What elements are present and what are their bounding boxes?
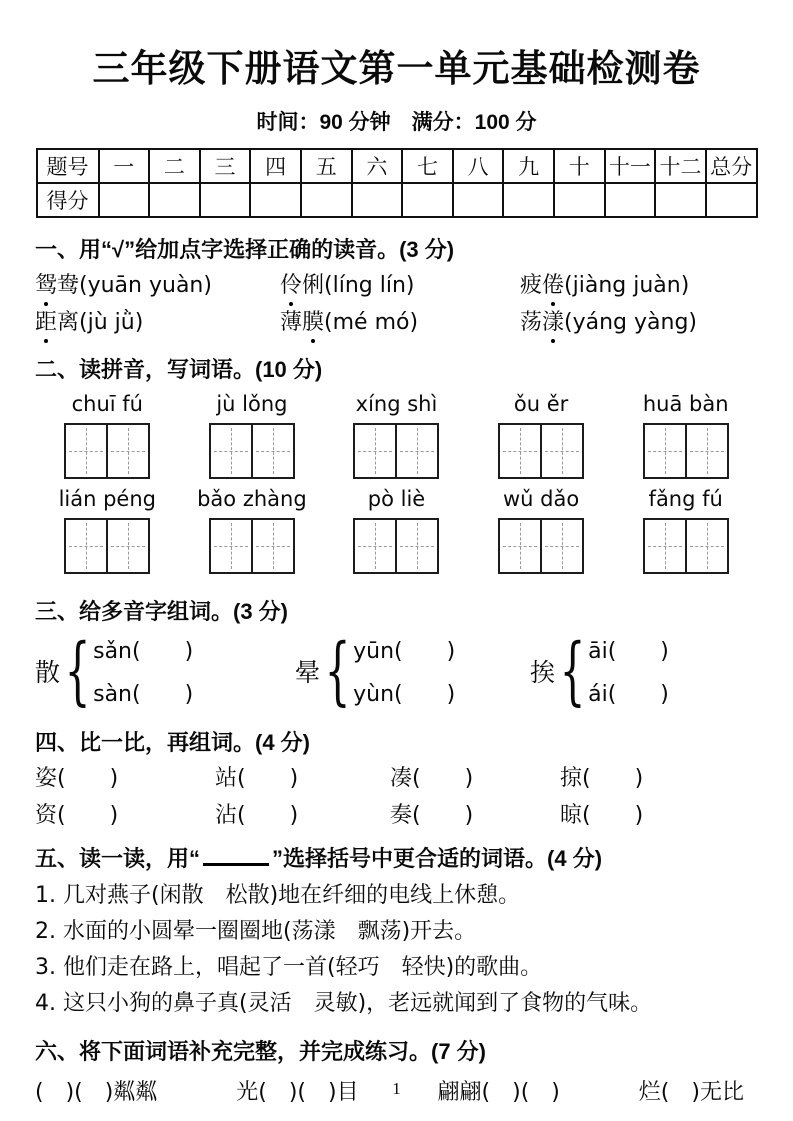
score-table-score-row xyxy=(37,183,757,217)
score-blank-cell xyxy=(503,183,554,217)
word-item xyxy=(280,310,520,336)
polyphone-option: āi( ) xyxy=(588,639,669,664)
score-table-header-row xyxy=(37,149,757,183)
writing-cell xyxy=(211,520,251,572)
sentence-item: 2. 水面的小圆晕一圈圈地(荡漾 飘荡)开去。 xyxy=(35,919,477,944)
word-part: 荡 xyxy=(520,310,543,335)
writing-cell xyxy=(500,520,540,572)
pinyin-row-2 xyxy=(35,486,758,512)
writing-cell xyxy=(355,425,395,477)
score-header-cell: 四 xyxy=(250,149,301,183)
writing-cell xyxy=(685,425,727,477)
polyphone-options xyxy=(353,634,455,708)
polyphone-options xyxy=(588,634,669,708)
writing-cell xyxy=(645,520,685,572)
writing-box xyxy=(353,423,439,479)
pinyin-label: wǔ dǎo xyxy=(502,487,580,511)
writing-cell xyxy=(540,520,582,572)
score-blank-cell xyxy=(99,183,150,217)
score-blank-cell xyxy=(250,183,301,217)
score-table xyxy=(36,148,758,218)
pinyin-label: chuī fú xyxy=(71,392,143,416)
exam-meta: 时间：90 分钟 满分：100 分 xyxy=(256,111,537,134)
word-part: 鸯(yuān yuàn) xyxy=(57,273,212,298)
writing-cell xyxy=(106,425,148,477)
word-item xyxy=(520,310,758,336)
left-brace: { xyxy=(559,628,586,714)
writing-box-row-1 xyxy=(35,423,758,479)
writing-cell xyxy=(540,425,582,477)
score-blank-cell xyxy=(554,183,605,217)
pinyin-label: fǎng fú xyxy=(648,487,723,511)
score-blank-cell xyxy=(352,183,403,217)
word-item xyxy=(520,273,758,299)
heading-text: ”选择括号中更合适的词语。(4 分) xyxy=(272,846,603,871)
writing-cell xyxy=(355,520,395,572)
writing-box xyxy=(643,518,729,574)
writing-box xyxy=(498,423,584,479)
idiom-item: 光( )( )目 xyxy=(236,1080,359,1105)
word-part: (jiàng juàn) xyxy=(564,273,690,298)
writing-box xyxy=(498,518,584,574)
polyphone-group xyxy=(295,628,530,714)
score-header-cell: 九 xyxy=(503,149,554,183)
writing-cell xyxy=(645,425,685,477)
polyphone-options xyxy=(93,634,193,708)
pinyin-label: lián péng xyxy=(58,487,156,511)
compare-item: 凑( ) xyxy=(390,766,474,791)
writing-box xyxy=(353,518,439,574)
score-header-cell: 三 xyxy=(200,149,251,183)
score-label-cell: 得分 xyxy=(37,183,99,217)
polyphone-option: sǎn( ) xyxy=(93,639,194,664)
polyphone-group xyxy=(530,628,758,714)
score-header-cell: 七 xyxy=(402,149,453,183)
word-part: (mé mó) xyxy=(324,310,419,335)
score-header-cell: 一 xyxy=(99,149,150,183)
sentence-list xyxy=(35,878,758,1022)
score-header-cell: 十 xyxy=(554,149,605,183)
writing-box xyxy=(64,518,150,574)
writing-box xyxy=(64,423,150,479)
score-blank-cell xyxy=(301,183,352,217)
sentence-item: 4. 这只小狗的鼻子真(灵活 灵敏)，老远就闻到了食物的气味。 xyxy=(35,991,653,1016)
idiom-item: ( )( )粼粼 xyxy=(35,1080,158,1105)
section-1-word-grid xyxy=(35,273,758,336)
word-part: 薄 xyxy=(280,310,303,335)
pinyin-row-1 xyxy=(35,391,758,417)
dotted-char: 鸳 xyxy=(35,273,58,298)
word-part: (yáng yàng) xyxy=(564,310,698,335)
compare-item: 姿( ) xyxy=(35,766,119,791)
word-item xyxy=(35,273,280,299)
heading-text: 五、读一读，用“ xyxy=(35,846,201,871)
sentence-item: 3. 他们走在路上，唱起了一首(轻巧 轻快)的歌曲。 xyxy=(35,955,543,980)
page-number: 1 xyxy=(392,1079,401,1098)
score-header-cell: 八 xyxy=(453,149,504,183)
score-blank-cell xyxy=(453,183,504,217)
section-6-heading: 六、将下面词语补充完整，并完成练习。(7 分) xyxy=(35,1039,487,1064)
dotted-char: 距 xyxy=(35,310,58,335)
section-4-heading: 四、比一比，再组词。(4 分) xyxy=(35,730,311,755)
section-2-write-words xyxy=(35,353,758,574)
left-brace: { xyxy=(324,628,351,714)
writing-box xyxy=(643,423,729,479)
writing-cell xyxy=(106,520,148,572)
writing-box xyxy=(209,423,295,479)
dotted-char: 伶 xyxy=(280,273,303,298)
section-5-heading xyxy=(35,842,758,873)
pinyin-label: pò liè xyxy=(367,487,426,511)
score-header-cell: 二 xyxy=(149,149,200,183)
writing-cell xyxy=(500,425,540,477)
polyphone-char: 挨 xyxy=(530,658,556,687)
writing-cell xyxy=(211,425,251,477)
score-blank-cell xyxy=(605,183,656,217)
word-part: 俐(líng lín) xyxy=(302,273,415,298)
polyphone-char: 散 xyxy=(35,658,61,687)
score-header-cell: 五 xyxy=(301,149,352,183)
writing-cell xyxy=(685,520,727,572)
compare-item: 奏( ) xyxy=(390,803,474,828)
writing-cell xyxy=(66,425,106,477)
section-4-compare-words xyxy=(35,726,758,829)
pinyin-label: jù lǒng xyxy=(216,392,288,416)
writing-cell xyxy=(251,520,293,572)
section-1-pronunciation xyxy=(35,233,758,336)
score-blank-cell xyxy=(200,183,251,217)
section-1-heading: 一、用“√”给加点字选择正确的读音。(3 分) xyxy=(35,237,455,262)
underline-blank xyxy=(203,846,269,866)
compare-item: 资( ) xyxy=(35,803,119,828)
score-header-cell: 题号 xyxy=(37,149,99,183)
left-brace: { xyxy=(64,628,91,714)
score-blank-cell xyxy=(402,183,453,217)
dotted-char: 膜 xyxy=(302,310,325,335)
compare-item: 沾( ) xyxy=(215,803,299,828)
writing-cell xyxy=(395,520,437,572)
section-2-heading: 二、读拼音，写词语。(10 分) xyxy=(35,357,323,382)
dotted-char: 倦 xyxy=(542,273,565,298)
polyphone-option: sàn( ) xyxy=(93,682,194,707)
pinyin-label: huā bàn xyxy=(642,392,729,416)
polyphone-option: ái( ) xyxy=(588,682,669,707)
writing-box xyxy=(209,518,295,574)
section-5-choose-word xyxy=(35,842,758,1022)
pinyin-label: ǒu ěr xyxy=(513,392,569,416)
idiom-item: 烂( )无比 xyxy=(638,1080,744,1105)
writing-box-row-2 xyxy=(35,518,758,574)
word-item xyxy=(280,273,520,299)
polyphone-option: yùn( ) xyxy=(353,682,456,707)
compare-item: 掠( ) xyxy=(560,766,644,791)
word-part: 疲 xyxy=(520,273,543,298)
polyphone-char: 晕 xyxy=(295,658,321,687)
score-header-cell: 十一 xyxy=(605,149,656,183)
score-blank-cell xyxy=(655,183,706,217)
score-blank-cell xyxy=(706,183,757,217)
dotted-char: 漾 xyxy=(542,310,565,335)
polyphone-option: yūn( ) xyxy=(353,639,456,664)
score-header-cell: 总分 xyxy=(706,149,757,183)
pinyin-label: xíng shì xyxy=(355,392,438,416)
section-3-polyphones xyxy=(35,595,758,714)
compare-item: 站( ) xyxy=(215,766,299,791)
compare-item: 晾( ) xyxy=(560,803,644,828)
pinyin-label: bǎo zhàng xyxy=(197,487,307,511)
compare-grid xyxy=(35,765,758,829)
page-title: 三年级下册语文第一单元基础检测卷 xyxy=(92,48,701,89)
polyphone-group xyxy=(35,628,295,714)
score-header-cell: 六 xyxy=(352,149,403,183)
writing-cell xyxy=(66,520,106,572)
word-part: 离(jù jǜ) xyxy=(57,310,144,335)
writing-cell xyxy=(251,425,293,477)
polyphone-grid xyxy=(35,628,758,714)
score-header-cell: 十二 xyxy=(655,149,706,183)
score-blank-cell xyxy=(149,183,200,217)
word-item xyxy=(35,310,280,336)
sentence-item: 1. 几对燕子(闲散 松散)地在纤细的电线上休憩。 xyxy=(35,883,521,908)
writing-cell xyxy=(395,425,437,477)
section-3-heading: 三、给多音字组词。(3 分) xyxy=(35,599,289,624)
idiom-item: 翩翩( )( ) xyxy=(437,1080,560,1105)
